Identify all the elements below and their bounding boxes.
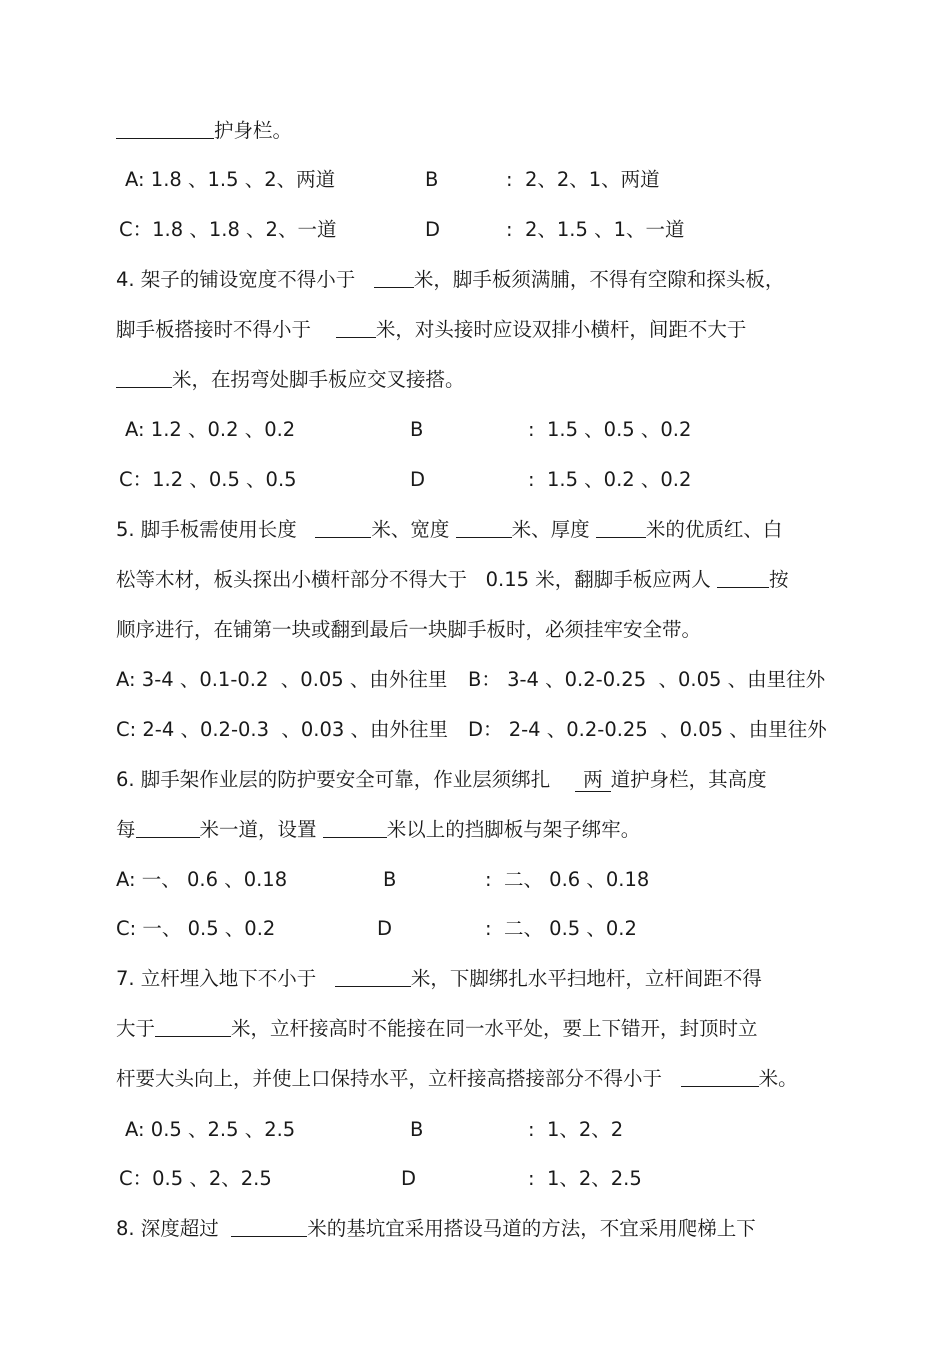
question-5-line-1: 5. 脚手板需使用长度 米、宽度 米、厚度 米的优质红、白: [116, 518, 783, 541]
question-5-line-3: 顺序进行，在铺第一块或翻到最后一块脚手板时，必须挂牢安全带。: [116, 618, 702, 641]
option-label: A:: [125, 168, 145, 191]
option-label: A:: [125, 1118, 145, 1141]
answer-blank: [315, 517, 371, 538]
answer-blank: [456, 517, 512, 538]
question-8-line-1: 8. 深度超过 米的基坑宜采用搭设马道的方法，不宜采用爬梯上下: [116, 1217, 756, 1240]
option-text: 1.8 、1.5 、2、两道: [150, 168, 336, 191]
option-text: 1.2 、0.2 、0.2: [150, 418, 296, 441]
option-label: B：: [468, 668, 501, 691]
option-c: [119, 466, 297, 494]
option-b-label: B: [410, 1118, 424, 1141]
option-label: C:: [116, 917, 137, 940]
question-7-line-1: 7. 立杆埋入地下不小于 米，下脚绑扎水平扫地杆，立杆间距不得: [116, 967, 762, 990]
option-d-label: D: [377, 917, 393, 940]
option-c: [119, 216, 336, 244]
option-label: C：: [119, 1167, 153, 1190]
option-b-label: B: [383, 868, 397, 891]
text-line: [116, 117, 292, 145]
answer-blank: [116, 367, 172, 388]
option-a: [116, 666, 447, 694]
question-4-line-2: 脚手板搭接时不得小于 米，对头接时应设双排小横杆，间距不大于: [116, 318, 747, 341]
option-text: 3-4 、0.2-0.25 、0.05 、由里往外: [507, 668, 826, 691]
question-6-line-2: 每 米一道，设置 米以上的挡脚板与架子绑牢。: [116, 818, 641, 841]
option-d-label: D: [401, 1167, 417, 1190]
answer-blank: [323, 817, 387, 838]
question-4-line-3: 米，在拐弯处脚手板应交叉接搭。: [116, 366, 465, 394]
option-c: [116, 716, 448, 744]
question-7-line-2: 大于 米，立杆接高时不能接在同一水平处，要上下错开，封顶时立: [116, 1017, 758, 1040]
option-c: [116, 915, 275, 943]
option-b-text: : 1、2、2: [528, 1118, 624, 1141]
option-text: 一、 0.6 、0.18: [141, 868, 288, 891]
option-b-text: : 1.5 、0.5 、0.2: [528, 418, 692, 441]
answer-blank: [336, 317, 376, 338]
option-text: 2-4 、0.2-0.25 、0.05 、由里往外: [508, 718, 827, 741]
option-label: D：: [468, 718, 503, 741]
answer-blank: [681, 1066, 759, 1087]
answer-filled: 两: [575, 769, 611, 792]
option-label: C：: [119, 468, 153, 491]
option-label: C:: [116, 718, 137, 741]
answer-blank: [717, 567, 769, 588]
option-d-text: : 1、2、2.5: [528, 1167, 642, 1190]
option-a: [125, 166, 335, 194]
option-text: 2-4 、0.2-0.3 、0.03 、由外往里: [142, 718, 449, 741]
option-c: [119, 1165, 272, 1193]
option-text: 1.8 、1.8 、2、一道: [152, 218, 337, 241]
option-b-label: B: [410, 418, 424, 441]
option-d-text: : 2、1.5 、1、一道: [506, 218, 685, 241]
question-7-line-3: 杆要大头向上，并使上口保持水平，立杆接高搭接部分不得小于 米。: [116, 1067, 798, 1090]
option-text: 0.5 、2、2.5: [152, 1167, 272, 1190]
question-6-line-1: 6. 脚手架作业层的防护要安全可靠，作业层须绑扎 两 道护身栏，其高度: [116, 768, 767, 791]
option-label: A:: [116, 668, 136, 691]
answer-blank: [116, 118, 214, 139]
question-5-line-2: 松等木材，板头探出小横杆部分不得大于 0.15 米，翻脚手板应两人 按: [116, 568, 789, 591]
option-b: [468, 666, 825, 694]
option-text: 一、 0.5 、0.2: [142, 917, 276, 940]
answer-blank: [596, 517, 646, 538]
option-d-text: : 二、 0.5 、0.2: [485, 917, 637, 940]
option-a: [125, 416, 295, 444]
option-label: A:: [125, 418, 145, 441]
option-a: [125, 1116, 295, 1144]
option-text: 0.5 、2.5 、2.5: [150, 1118, 296, 1141]
option-b-text: : 二、 0.6 、0.18: [485, 868, 650, 891]
option-b-label: B: [425, 168, 439, 191]
option-d-label: D: [410, 468, 426, 491]
option-d-text: : 1.5 、0.2 、0.2: [528, 468, 692, 491]
option-text: 3-4 、0.1-0.2 、0.05 、由外往里: [141, 668, 448, 691]
option-label: C：: [119, 218, 153, 241]
line-text: 护身栏。: [214, 119, 293, 142]
answer-blank: [155, 1016, 231, 1037]
option-d-label: D: [425, 218, 441, 241]
answer-blank: [231, 1216, 307, 1237]
option-a: [116, 866, 287, 894]
answer-blank: [335, 966, 411, 987]
option-text: 1.2 、0.5 、0.5: [152, 468, 297, 491]
answer-blank: [136, 817, 200, 838]
option-d: [468, 716, 827, 744]
option-label: A:: [116, 868, 136, 891]
answer-blank: [374, 267, 414, 288]
question-4-line-1: 4. 架子的铺设宽度不得小于 米，脚手板须满脯，不得有空隙和探头板，: [116, 268, 785, 291]
option-b-text: : 2、2、1、两道: [506, 168, 660, 191]
